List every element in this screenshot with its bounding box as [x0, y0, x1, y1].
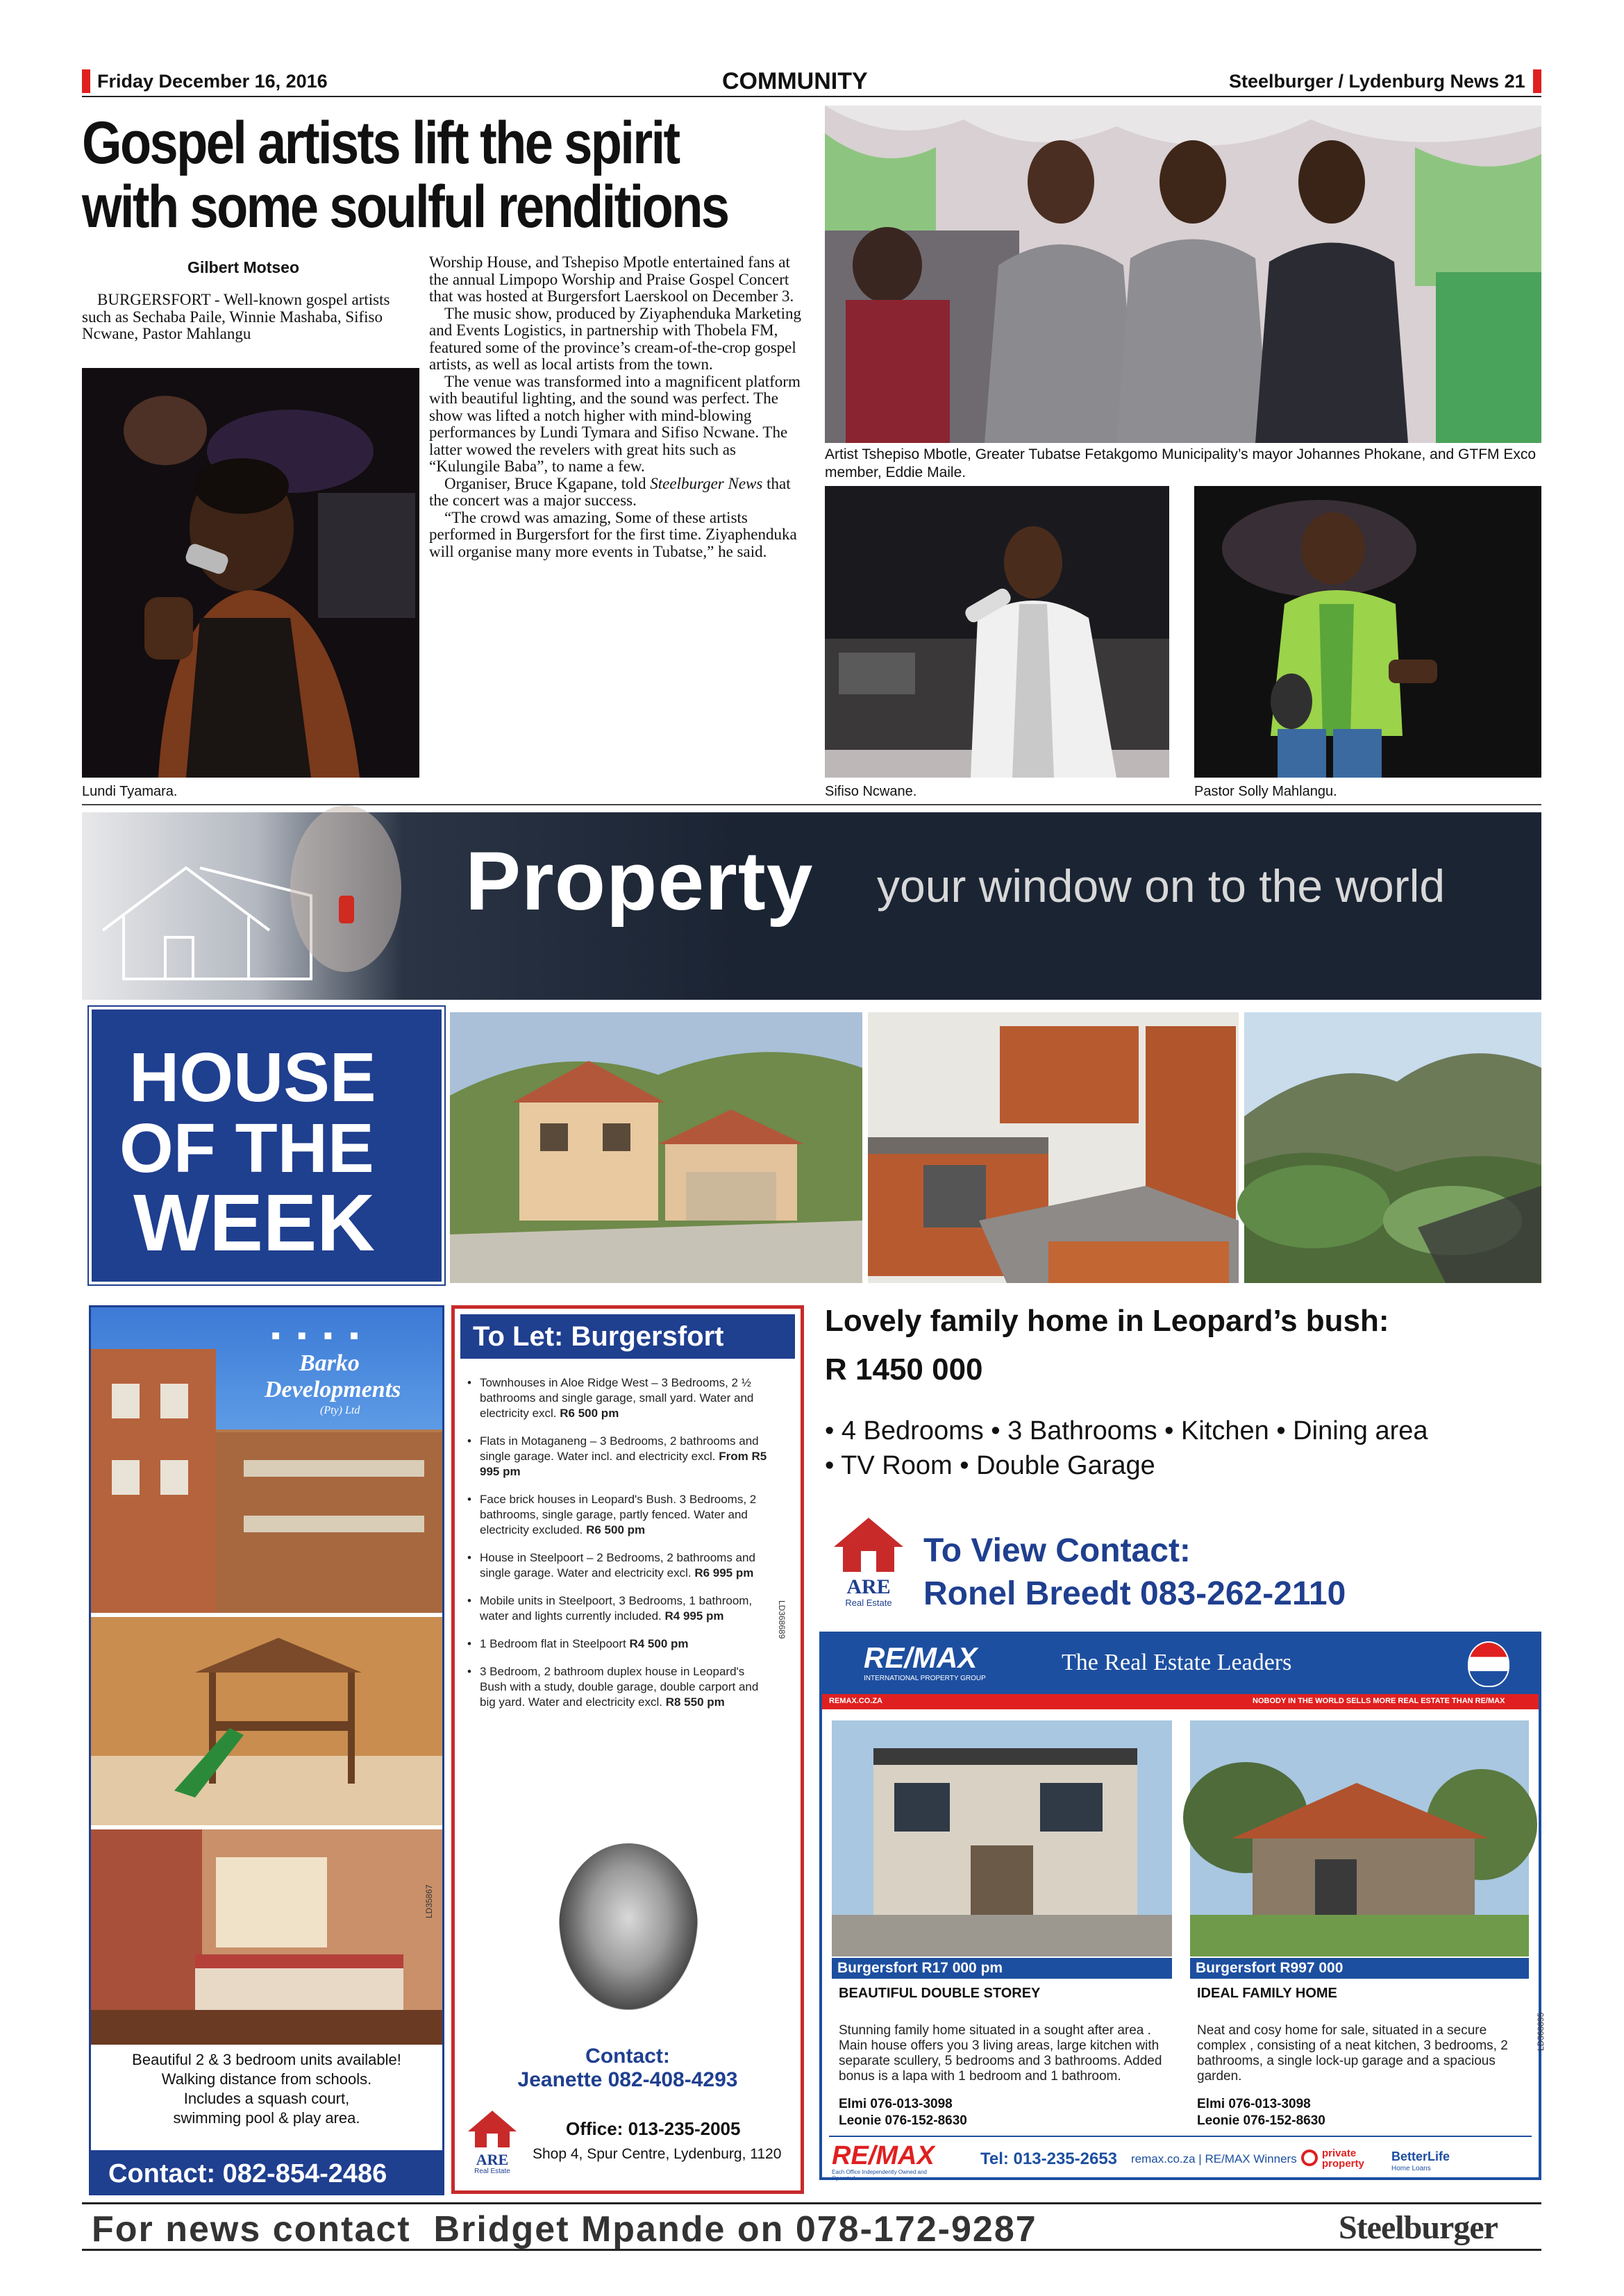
betterlife-sub: Home Loans — [1391, 2165, 1431, 2172]
article-bottom-rule — [82, 804, 1541, 805]
to-let-item — [467, 1636, 773, 1652]
remax-photo-2 — [1190, 1720, 1529, 1956]
para5-before: Organiser, Bruce Kgapane, told — [444, 474, 651, 492]
article-para-5 — [429, 476, 804, 510]
featured-price: R 1450 000 — [825, 1352, 983, 1386]
remax-tel: Tel: 013-235-2653 — [980, 2150, 1118, 2168]
mountain-view-art — [1244, 1012, 1541, 1283]
to-let-ad — [451, 1305, 804, 2194]
remax-divider — [829, 2136, 1532, 2137]
featured-features-2: • TV Room • Double Garage — [825, 1451, 1155, 1480]
kitchen-art — [868, 1012, 1239, 1283]
to-let-are-logo — [464, 2107, 520, 2177]
to-let-item — [467, 1375, 773, 1421]
barko-photo-bedroom — [91, 1829, 442, 2045]
remax-top-bar — [822, 1634, 1539, 1694]
solly-photo-art — [1194, 486, 1541, 778]
remax-claim: NOBODY IN THE WORLD SELLS MORE REAL ESTATE THAN RE/MAX — [1253, 1697, 1505, 1705]
header-rule — [82, 96, 1541, 97]
article-para-1: BURGERSFORT - Well-known gospel artists such as Sechaba Paile, Winnie Mashaba, Sifiso Ncwane, Pastor Mahlangu — [82, 291, 390, 342]
remax-ref: LD368895 — [1536, 2012, 1546, 2051]
remax-slogan: The Real Estate Leaders — [1062, 1650, 1292, 1675]
byline: Gilbert Motseo — [187, 258, 300, 276]
remax-ad — [819, 1632, 1546, 2181]
to-let-item-text: Townhouses in Aloe Ridge West – 3 Bedrooms, 2 ½ bathrooms and single garage, small yard. Water and electricity excl. — [480, 1376, 754, 1420]
barko-text-4: swimming pool & play area. — [173, 2109, 360, 2127]
article-para-6: “The crowd was amazing, Some of these artists performed in Burgersfort for the first time. Ziyaphenduka will organise many more events in Tubatse,” he said. — [429, 508, 797, 560]
remax-listing-2-price: Burgersfort R997 000 — [1196, 1960, 1343, 1976]
family-home-art — [1190, 1720, 1529, 1956]
banner-title: Property — [465, 835, 814, 928]
are-house-icon — [830, 1514, 907, 1573]
to-let-item-text: Flats in Motaganeng – 3 Bedrooms, 2 bathrooms and single garage. Water incl. and electricity excl. — [480, 1434, 759, 1463]
remax-listing-2-agent-1: Elmi 076-013-3098 — [1197, 2097, 1311, 2111]
headline-line-2: with some soulful renditions — [82, 174, 728, 240]
to-let-item-text: 1 Bedroom flat in Steelpoort — [480, 1637, 626, 1650]
view-contact-name: Ronel Breedt 083-262-2110 — [923, 1575, 1346, 1612]
steelburger-logo: Steelburger — [1339, 2209, 1498, 2246]
barko-photo-playground — [91, 1617, 442, 1825]
header-left-bar — [82, 69, 90, 93]
to-let-item — [467, 1664, 773, 1710]
house-of-week-badge — [89, 1007, 444, 1284]
sifiso-photo-art — [825, 486, 1169, 778]
photo-mountain-view — [1244, 1012, 1541, 1283]
remax-listing-1-price: Burgersfort R17 000 pm — [837, 1960, 1003, 1976]
featured-title: Lovely family home in Leopard’s bush: — [825, 1304, 1389, 1338]
barko-brand-1: Barko — [299, 1350, 360, 1376]
barko-brand-3: (Pty) Ltd — [320, 1405, 360, 1416]
to-let-item-price: R6 995 pm — [694, 1566, 754, 1579]
featured-features-1: • 4 Bedrooms • 3 Bathrooms • Kitchen • Dining area — [825, 1416, 1428, 1446]
remax-logo-sub: INTERNATIONAL PROPERTY GROUP — [864, 1675, 986, 1682]
remax-listing-1-price-bar — [832, 1958, 1172, 1979]
article-para-2: Worship House, and Tshepiso Mpotle entertained fans at the annual Limpopo Worship and Praise Gospel Concert that was hosted at Burgersfort Laerskool on December 3. — [429, 253, 794, 305]
barko-contact: Contact: 082-854-2486 — [108, 2159, 387, 2188]
building-art — [91, 1307, 442, 1613]
to-let-item-text: 3 Bedroom, 2 bathroom duplex house in Leopard's Bush with a study, double garage, double carport and big yard. Water and electricity excl. — [480, 1665, 759, 1709]
double-storey-art — [832, 1720, 1172, 1956]
to-let-item — [467, 1593, 773, 1624]
remax-listing-1-agent-2: Leonie 076-152-8630 — [839, 2113, 967, 2128]
remax-balloon-icon — [1468, 1641, 1509, 1687]
to-let-ref: LD368689 — [777, 1600, 787, 1639]
to-let-item — [467, 1492, 773, 1538]
view-contact-label: To View Contact: — [923, 1532, 1191, 1569]
caption-solly: Pastor Solly Mahlangu. — [1194, 784, 1337, 799]
hotw-line-1: HOUSE — [129, 1039, 376, 1116]
remax-listing-2-heading: IDEAL FAMILY HOME — [1197, 1986, 1337, 2001]
jeanette-portrait — [559, 1843, 698, 2010]
betterlife-logo: BetterLife — [1391, 2150, 1450, 2163]
photo-kitchen — [868, 1012, 1239, 1283]
barko-photo-building — [91, 1307, 442, 1613]
photo-group-mayor — [825, 106, 1541, 443]
remax-logo: RE/MAX — [864, 1641, 978, 1674]
news-contact: For news contact Bridget Mpande on 078-172-9287 — [92, 2209, 1037, 2249]
hotw-line-3: WEEK — [133, 1178, 375, 1268]
footer-bar — [82, 2202, 1541, 2251]
are-house-icon — [464, 2107, 520, 2149]
section-name: COMMUNITY — [722, 68, 868, 94]
house-exterior-art — [450, 1012, 862, 1283]
to-let-item-price: From R5 995 pm — [480, 1450, 767, 1478]
remax-listing-2-agent-2: Leonie 076-152-8630 — [1197, 2113, 1325, 2128]
remax-site: REMAX.CO.ZA — [829, 1697, 882, 1705]
to-let-item-text: Mobile units in Steelpoort, 3 Bedrooms, 1 bathroom, water and lights currently included. — [480, 1594, 753, 1623]
barko-logo-squares: ■ ■ ■ ■ — [271, 1328, 365, 1343]
remax-listing-2-desc: Neat and cosy home for sale, situated in a secure complex , consisting of a neat kitchen, 3 bedrooms, 2 bathrooms, a single lock-up garage and a spacious garden. — [1197, 2023, 1508, 2084]
photo-house-exterior — [450, 1012, 862, 1283]
to-let-item-price: R4 995 pm — [664, 1609, 724, 1623]
to-let-item-price: R6 500 pm — [560, 1407, 619, 1420]
caption-group: Artist Tshepiso Mbotle, Greater Tubatse Fetakgomo Municipality’s mayor Johannes Phokane, and GTFM Exco member, Eddie Maile. — [825, 446, 1537, 480]
to-let-item — [467, 1434, 773, 1480]
photo-lundi-tyamara — [82, 368, 419, 778]
photo-solly-mahlangu — [1194, 486, 1541, 778]
lundi-photo-art — [82, 368, 419, 778]
house-sketch-icon — [82, 812, 471, 1000]
remax-footer-logo-sub: Each Office Independently Owned and Operated — [832, 2169, 927, 2181]
header-right-bar — [1533, 69, 1541, 93]
private-property-text: private property — [1322, 2147, 1364, 2170]
paper-name-italic: Steelburger News — [650, 474, 763, 492]
page-number: Steelburger / Lydenburg News 21 — [1229, 71, 1525, 92]
to-let-contact-name: Jeanette 082-408-4293 — [517, 2068, 738, 2091]
to-let-title-bar — [460, 1314, 795, 1359]
article-col-1 — [82, 292, 415, 343]
to-let-item-price: R8 550 pm — [665, 1695, 725, 1709]
barko-text-3: Includes a squash court, — [183, 2090, 350, 2107]
to-let-are-text: ARE — [476, 2151, 509, 2168]
remax-footer-links: remax.co.za | RE/MAX Winners — [1131, 2152, 1297, 2165]
to-let-title: To Let: Burgersfort — [473, 1321, 724, 1352]
group-photo-art — [825, 106, 1541, 443]
to-let-contact-label: Contact: — [585, 2045, 670, 2068]
banner-tagline: your window on to the world — [877, 860, 1446, 912]
featured-are-logo — [830, 1514, 907, 1611]
playground-art — [91, 1617, 442, 1825]
featured-are-sub: Real Estate — [845, 1598, 892, 1608]
featured-are-text: ARE — [846, 1575, 891, 1598]
to-let-list — [467, 1375, 773, 1723]
barko-text-block — [91, 2050, 442, 2128]
article-col-2 — [429, 254, 804, 560]
to-let-item — [467, 1550, 773, 1581]
barko-ad — [89, 1305, 444, 2152]
to-let-item-text: Face brick houses in Leopard's Bush. 3 Bedrooms, 2 bathrooms, single garage, partly fenced. Water and electricity excluded. — [480, 1493, 757, 1536]
barko-brand-2: Developments — [265, 1377, 401, 1402]
article-para-3: The music show, produced by Ziyaphenduka Marketing and Events Logistics, in partnership with Thobela FM, featured some of the province’s cream-of-the-crop gospel artists, as well as local artists from the town. — [429, 304, 801, 373]
to-let-item-price: R4 500 pm — [629, 1637, 689, 1650]
private-property-icon — [1301, 2150, 1318, 2166]
to-let-address: Shop 4, Spur Centre, Lydenburg, 1120 — [533, 2146, 782, 2162]
to-let-are-sub: Real Estate — [474, 2168, 510, 2175]
hotw-line-2: OF THE — [119, 1109, 374, 1187]
article-para-4: The venue was transformed into a magnificent platform with beautiful lighting, and the sound was perfect. The show was lifted a notch higher with mind-blowing performances by Lundi Tymara and Sifiso Ncwane. The latter wowed the revelers with great hits such as “Kulungile Baba”, to name a few. — [429, 372, 801, 475]
barko-contact-bar — [89, 2152, 444, 2195]
remax-red-strip — [822, 1694, 1539, 1709]
caption-lundi: Lundi Tyamara. — [82, 784, 178, 799]
issue-date: Friday December 16, 2016 — [97, 71, 328, 92]
barko-ref: LD35867 — [424, 1884, 434, 1918]
remax-listing-2-price-bar — [1190, 1958, 1529, 1979]
remax-photo-1 — [832, 1720, 1172, 1956]
para5-after: that the concert was a major success. — [429, 474, 791, 509]
remax-listing-1-desc: Stunning family home situated in a sought after area . Main house offers you 3 living areas, large kitchen with separate scullery, 5 bedrooms and 3 bathrooms. Added bonus is a lapa with 1 bedroom and 1 bathroom. — [839, 2023, 1162, 2084]
to-let-item-price: R6 500 pm — [586, 1523, 646, 1536]
remax-listing-1-agent-1: Elmi 076-013-3098 — [839, 2097, 953, 2111]
to-let-office: Office: 013-235-2005 — [566, 2118, 741, 2139]
property-banner — [82, 812, 1541, 1000]
photo-sifiso-ncwane — [825, 486, 1169, 778]
bedroom-art — [91, 1829, 442, 2045]
remax-footer-logo: RE/MAX — [832, 2141, 935, 2170]
headline-line-1: Gospel artists lift the spirit — [82, 110, 679, 176]
remax-listing-1-heading: BEAUTIFUL DOUBLE STOREY — [839, 1986, 1041, 2001]
caption-sifiso: Sifiso Ncwane. — [825, 784, 917, 799]
barko-text-2: Walking distance from schools. — [161, 2070, 372, 2088]
barko-text-1: Beautiful 2 & 3 bedroom units available! — [132, 2051, 401, 2068]
article-headline — [82, 111, 745, 239]
to-let-item-text: House in Steelpoort – 2 Bedrooms, 2 bathrooms and single garage. Water and electricity excl. — [480, 1551, 755, 1579]
